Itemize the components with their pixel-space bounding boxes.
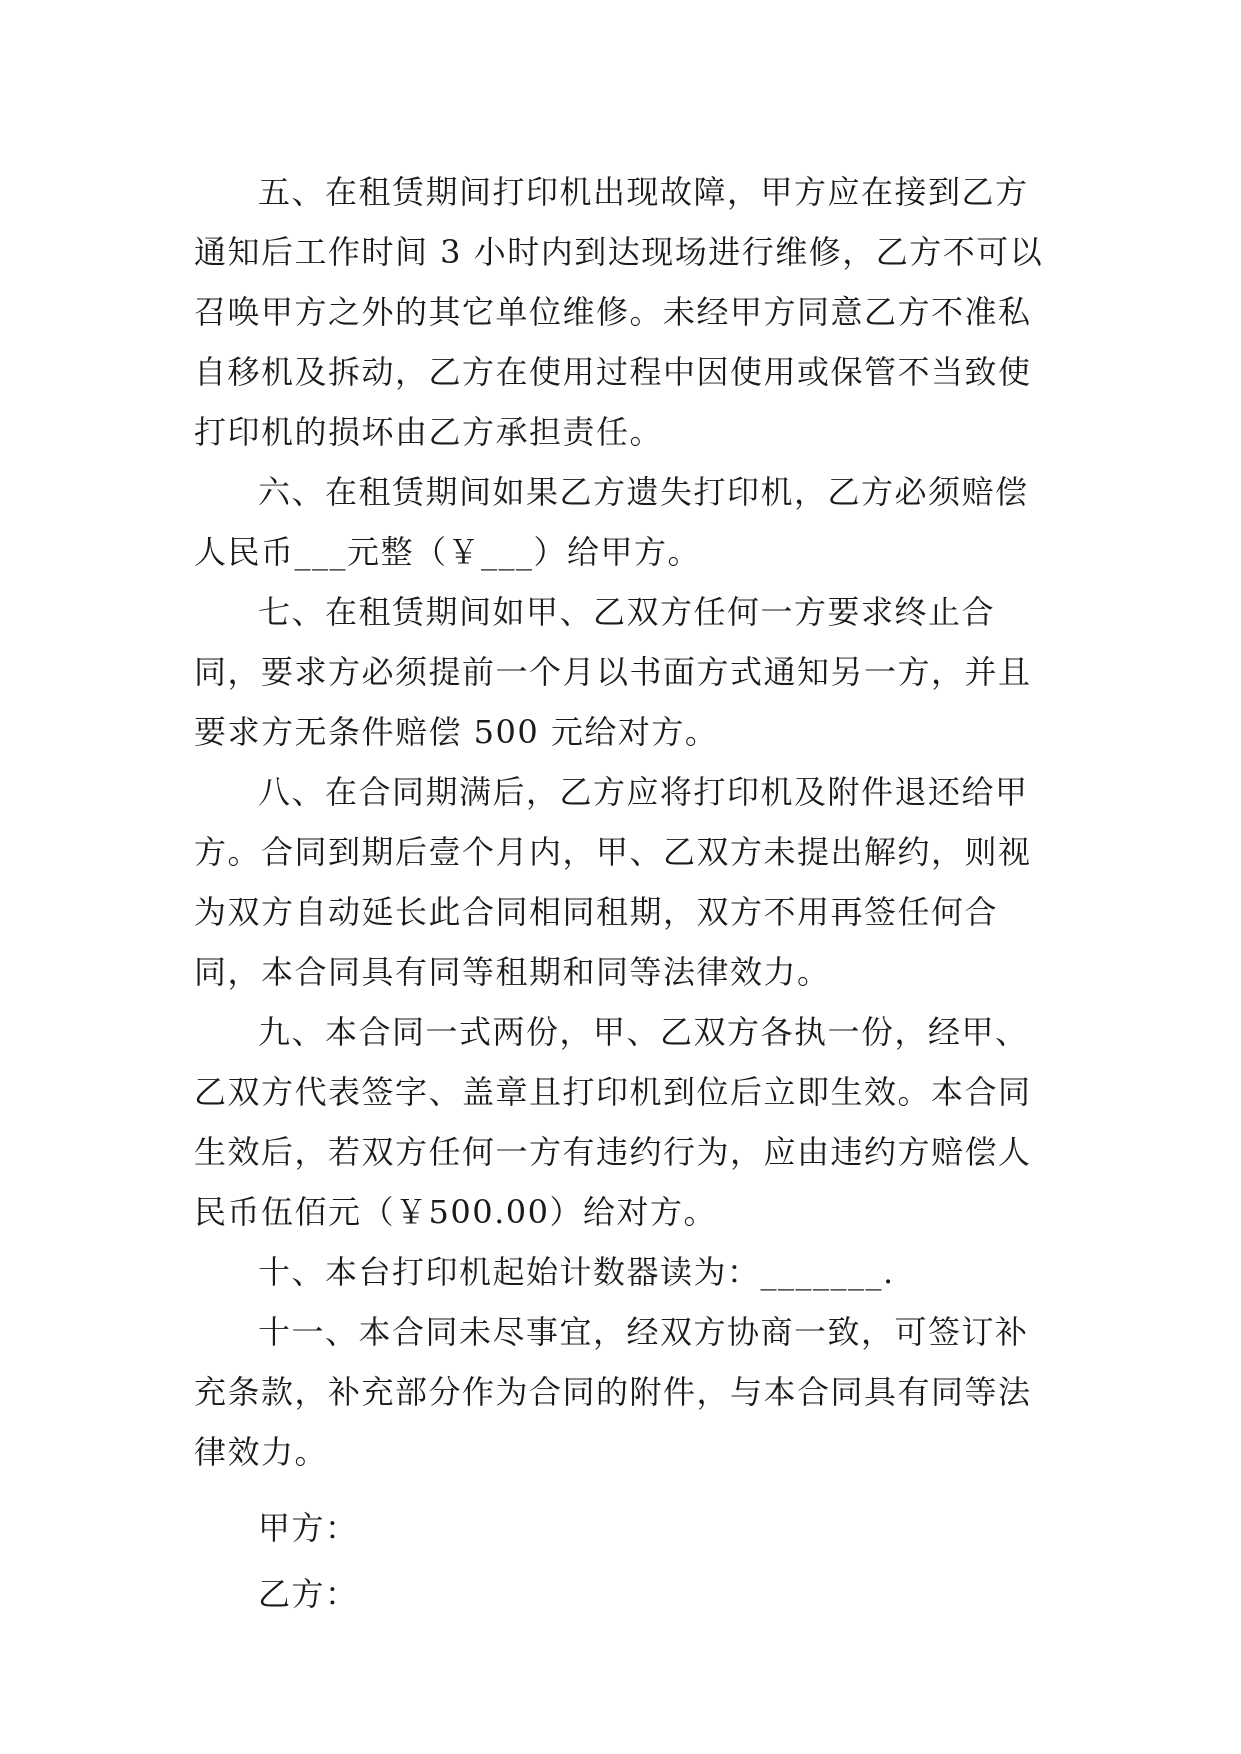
contract-body [194, 162, 1054, 1624]
clause-10: 十、本台打印机起始计数器读为：_______. [258, 1253, 895, 1291]
clause-6: 六、在租赁期间如果乙方遗失打印机，乙方必须赔偿人民币___元整（￥___）给甲方。 [194, 473, 1029, 571]
clause-11: 十一、本合同未尽事宜，经双方协商一致，可签订补充条款，补充部分作为合同的附件，与本合同具有同等法律效力。 [194, 1313, 1032, 1471]
clause-8: 八、在合同期满后，乙方应将打印机及附件退还给甲方。合同到期后壹个月内，甲、乙双方未提出解约，则视为双方自动延长此合同相同租期，双方不用再签任何合同，本合同具有同等租期和同等法律效力。 [194, 773, 1032, 991]
clause-9: 九、本合同一式两份，甲、乙双方各执一份，经甲、乙双方代表签字、盖章且打印机到位后立即生效。本合同生效后，若双方任何一方有违约行为，应由违约方赔偿人民币伍佰元（￥500.00）给对方。 [194, 1013, 1032, 1231]
party-b-signature: 乙方： [258, 1575, 359, 1613]
clause-5: 五、在租赁期间打印机出现故障，甲方应在接到乙方通知后工作时间 3 小时内到达现场进行维修，乙方不可以召唤甲方之外的其它单位维修。未经甲方同意乙方不准私自移机及拆动，乙方在使用过程中因使用或保管不当致使打印机的损坏由乙方承担责任。 [194, 173, 1044, 451]
party-a-signature: 甲方： [258, 1509, 359, 1547]
clause-7: 七、在租赁期间如甲、乙双方任何一方要求终止合同，要求方必须提前一个月以书面方式通知另一方，并且要求方无条件赔偿 500 元给对方。 [194, 593, 1032, 751]
